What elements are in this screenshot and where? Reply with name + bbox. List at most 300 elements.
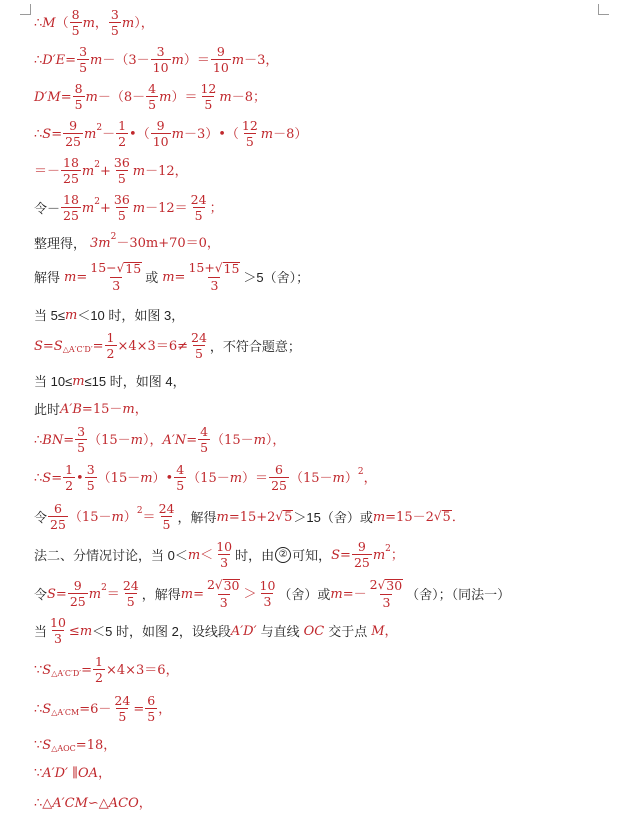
fraction xyxy=(157,500,177,532)
math-text: 10 xyxy=(212,60,229,75)
line-14 xyxy=(34,501,613,533)
fraction xyxy=(186,262,242,292)
math-text: 交于点 xyxy=(328,623,368,639)
math-text: ＞ xyxy=(243,586,257,602)
line-17 xyxy=(34,615,613,647)
math-text: =18， xyxy=(75,737,117,753)
math-text: 4 xyxy=(200,423,209,439)
line-16 xyxy=(34,577,613,611)
math-text: 5 xyxy=(117,171,126,186)
math-text: 2 xyxy=(101,582,107,593)
math-text: 5 xyxy=(194,208,203,223)
fraction xyxy=(68,577,88,609)
math-text: D′M xyxy=(34,89,61,105)
math-text: ＝ xyxy=(106,586,120,602)
fraction xyxy=(258,577,278,609)
math-text: （舍）；（同法一） xyxy=(406,586,511,602)
math-text: S xyxy=(47,586,56,602)
line-21 xyxy=(34,762,613,784)
math-text: 3 xyxy=(263,594,272,609)
math-text: = xyxy=(55,586,67,602)
math-text: = xyxy=(186,432,198,448)
math-text: 2 xyxy=(136,505,143,516)
math-text: 5 xyxy=(147,709,156,724)
fraction xyxy=(189,191,209,223)
math-text: ＞5（舍）； xyxy=(243,269,310,285)
math-text: 5 xyxy=(245,134,254,149)
math-text: 15 xyxy=(223,261,240,276)
math-text: 令－ xyxy=(34,200,61,216)
fraction xyxy=(61,191,81,223)
line-2 xyxy=(34,82,613,112)
math-text: －8） xyxy=(273,126,308,142)
math-text: =6－ xyxy=(79,701,112,717)
math-text: ） xyxy=(123,509,137,525)
math-text: 18 xyxy=(63,191,79,207)
math-text: 5 xyxy=(117,208,126,223)
math-text: ∵ xyxy=(34,662,43,678)
math-text: △A′C′D′ xyxy=(51,669,82,678)
fraction xyxy=(368,579,406,609)
math-text: 5 xyxy=(148,97,157,112)
math-text: 5 xyxy=(71,23,80,38)
math-text: 1 xyxy=(106,329,115,345)
math-text: 5 xyxy=(77,440,86,455)
radical: √ 5 xyxy=(433,509,451,525)
math-text: 2 xyxy=(94,196,100,207)
math-text: 2 xyxy=(96,122,103,133)
fraction xyxy=(63,461,75,493)
line-10 xyxy=(34,370,613,392)
math-text: 或 xyxy=(145,269,159,285)
math-text: 令 xyxy=(34,586,48,602)
math-text: 36 xyxy=(113,154,130,170)
math-text: 5 xyxy=(74,97,83,112)
radical: √ 30 xyxy=(214,578,240,593)
math-text: 24 xyxy=(158,500,175,516)
math-text: S xyxy=(34,338,43,354)
math-text: A′B xyxy=(60,401,82,417)
math-text: 4 xyxy=(176,461,185,477)
fraction xyxy=(93,653,105,685)
fraction xyxy=(151,117,171,149)
math-text: m xyxy=(81,163,95,179)
math-text: m xyxy=(219,89,232,105)
math-text: m xyxy=(72,373,85,389)
math-text: = xyxy=(63,432,75,448)
corner-mark-left xyxy=(20,4,31,15)
math-text: 整理得， xyxy=(34,235,87,251)
math-text: 3 xyxy=(110,6,119,22)
math-text: 10 xyxy=(152,60,169,75)
math-text: 24 xyxy=(190,191,207,207)
math-text: 3 xyxy=(77,423,86,439)
math-text: =15－ xyxy=(81,401,123,417)
math-text: m xyxy=(132,200,146,216)
math-text: 4 xyxy=(148,80,157,96)
math-text: A′N xyxy=(162,432,187,448)
math-text: 9 xyxy=(73,577,82,593)
math-text: （15－ xyxy=(68,509,112,525)
math-text: + xyxy=(99,200,111,216)
math-text: ， xyxy=(138,795,152,811)
math-text: －12＝ xyxy=(145,200,188,216)
math-text: = xyxy=(133,701,145,717)
fraction xyxy=(198,423,210,455)
math-text: 可知， xyxy=(292,547,332,563)
fraction xyxy=(112,154,132,186)
math-text: 10 xyxy=(259,577,276,593)
math-text: 25 xyxy=(63,171,79,186)
math-text: 5 xyxy=(194,346,203,361)
line-22 xyxy=(34,792,613,814)
line-1 xyxy=(34,45,613,75)
math-text: ×4×3＝6≠ xyxy=(117,338,188,354)
math-text: ）， xyxy=(265,432,286,448)
math-text: =S xyxy=(42,338,63,354)
math-text: 12 xyxy=(241,117,258,133)
math-text: 3 xyxy=(210,277,219,293)
math-text: 25 xyxy=(65,134,81,149)
fraction xyxy=(73,80,85,112)
line-6 xyxy=(34,232,613,254)
line-4 xyxy=(34,156,613,186)
math-text: = xyxy=(51,126,63,142)
math-text: － xyxy=(102,126,116,142)
math-text: 3 xyxy=(382,594,391,610)
math-text: ∥ xyxy=(72,765,79,781)
math-text: =－ xyxy=(342,586,367,602)
math-text: m xyxy=(84,126,97,142)
math-text: m xyxy=(180,586,194,602)
math-text: 5 xyxy=(200,440,209,455)
fraction xyxy=(151,43,171,75)
math-text: ＜5 时，如图 2，设线段 xyxy=(92,623,231,639)
math-text: 3 xyxy=(79,43,88,59)
fraction xyxy=(145,692,157,724)
math-text: m xyxy=(260,126,274,142)
math-text: ，解得 xyxy=(177,509,217,525)
math-text: •（ xyxy=(129,126,150,142)
math-text: ∴ xyxy=(34,52,43,68)
math-text: 3m xyxy=(90,235,111,251)
circled-number: ② xyxy=(275,547,291,563)
math-text: 15− xyxy=(90,260,117,275)
math-text: ， xyxy=(363,470,377,486)
math-text: ， xyxy=(158,701,172,717)
fraction xyxy=(63,117,83,149)
math-text: S xyxy=(42,126,52,142)
math-text: 36 xyxy=(113,191,130,207)
math-text: m xyxy=(111,509,124,525)
math-text: 24 xyxy=(114,692,131,708)
radical: √ 15 xyxy=(214,261,240,276)
math-text: OC xyxy=(303,623,325,639)
line-13 xyxy=(34,462,613,494)
fraction xyxy=(121,577,141,609)
math-text: 5 xyxy=(110,23,119,38)
math-text: 25 xyxy=(69,594,86,609)
math-text: m xyxy=(332,470,345,486)
math-text: 5 xyxy=(126,594,135,609)
math-text: ） xyxy=(344,470,358,486)
math-text: 5 xyxy=(118,709,127,724)
math-text: BN xyxy=(42,432,64,448)
math-text: 9 xyxy=(216,43,225,59)
fraction xyxy=(189,329,209,361)
math-text: ∴ xyxy=(34,470,43,486)
math-text: ）＝ xyxy=(242,470,269,486)
math-text: ，不符合题意； xyxy=(209,338,301,354)
math-text: ）， xyxy=(134,15,154,31)
math-text: ∽△ xyxy=(87,795,109,811)
math-text: 2 xyxy=(357,466,364,477)
math-text: 10 xyxy=(50,614,66,630)
math-text: ≤15 时，如图 4， xyxy=(84,373,186,389)
line-3 xyxy=(34,119,613,149)
math-text: m xyxy=(253,432,266,448)
math-text: D′E xyxy=(42,52,66,68)
math-text: m xyxy=(216,509,229,525)
math-text: m xyxy=(82,15,95,31)
math-text: 当 5≤ xyxy=(34,307,65,323)
math-text: 与直线 xyxy=(260,623,300,639)
math-text: 法二、分情况讨论，当 0＜ xyxy=(34,547,188,563)
math-text: 5 xyxy=(79,60,88,75)
math-text: （15－ xyxy=(211,432,254,448)
math-text: 6 xyxy=(53,500,62,516)
math-text: m xyxy=(90,52,103,68)
line-5 xyxy=(34,193,613,223)
math-text: 8 xyxy=(71,6,80,22)
math-text: 6 xyxy=(147,692,156,708)
fraction xyxy=(116,117,128,149)
math-text: 3 xyxy=(156,43,165,59)
math-text: －3）•（ xyxy=(183,126,239,142)
math-text: ＜ xyxy=(200,547,214,563)
fraction xyxy=(174,461,186,493)
math-text: m xyxy=(85,89,98,105)
math-text: 9 xyxy=(357,538,366,554)
math-text: （15－ xyxy=(289,470,333,486)
math-text: ∴ xyxy=(34,15,43,31)
math-text: m xyxy=(171,52,184,68)
math-text: S xyxy=(42,470,52,486)
fraction xyxy=(352,538,372,570)
math-text: = xyxy=(174,269,186,285)
fraction xyxy=(61,154,81,186)
math-text: 30 xyxy=(386,578,403,593)
math-text: 24 xyxy=(191,329,207,345)
math-text: ）， xyxy=(142,432,163,448)
math-text: ． xyxy=(451,509,465,525)
math-text: ＜10 时，如图 3， xyxy=(77,307,185,323)
math-text: m xyxy=(372,547,386,563)
math-text: 25 xyxy=(50,517,66,532)
math-text: ，解得 xyxy=(141,586,181,602)
math-text: A′D′ xyxy=(230,623,257,639)
fraction xyxy=(70,6,82,38)
fraction xyxy=(112,692,132,724)
math-text: A′D′ xyxy=(42,765,68,781)
math-text: －8； xyxy=(231,89,266,105)
math-text: m xyxy=(171,126,184,142)
math-text: ＞15（舍）或 xyxy=(293,509,373,525)
fraction xyxy=(48,500,68,532)
math-text: ； xyxy=(209,200,223,216)
math-text: 12 xyxy=(200,80,217,96)
math-text: 9 xyxy=(156,117,165,133)
math-text: ， xyxy=(134,401,148,417)
fraction xyxy=(112,191,132,223)
math-text: 3 xyxy=(53,631,62,646)
math-text: ∴ xyxy=(34,701,43,717)
math-text: 5 xyxy=(176,478,185,493)
math-text: =15+2 xyxy=(228,509,276,525)
line-15 xyxy=(34,539,613,571)
math-text: A′CM xyxy=(52,795,88,811)
fraction xyxy=(211,43,231,75)
radical: √ 15 xyxy=(116,261,142,276)
line-20 xyxy=(34,734,613,756)
math-text: S xyxy=(42,701,52,717)
line-9 xyxy=(34,330,613,362)
fraction xyxy=(48,614,68,646)
math-text: 8 xyxy=(74,80,83,96)
math-text: 3 xyxy=(86,461,95,477)
math-text: ）＝ xyxy=(183,52,210,68)
math-text: ACO xyxy=(108,795,139,811)
math-text: • xyxy=(76,470,84,486)
math-text: 1 xyxy=(95,653,103,669)
math-text: = xyxy=(92,338,104,354)
math-text: （舍）或 xyxy=(278,586,331,602)
math-text: ， xyxy=(384,623,398,639)
math-text: m xyxy=(140,470,153,486)
fraction xyxy=(77,43,89,75)
math-text: m xyxy=(122,401,135,417)
math-text: （ xyxy=(55,15,69,31)
math-text: （15－ xyxy=(97,470,141,486)
radical: √ 5 xyxy=(275,509,293,525)
math-text: △A′CM xyxy=(51,708,80,717)
math-text: 5 xyxy=(86,478,95,493)
math-text: 5 xyxy=(442,510,451,525)
math-text: ∴ xyxy=(34,432,43,448)
math-text: = xyxy=(65,52,77,68)
math-text: 10 xyxy=(152,134,169,149)
math-text: m xyxy=(372,509,386,525)
math-text: 5 xyxy=(162,517,171,532)
math-text: 10 xyxy=(216,538,233,554)
math-text: 18 xyxy=(63,154,79,170)
radical: √ 30 xyxy=(377,578,403,593)
math-text: m xyxy=(130,432,143,448)
math-text: m xyxy=(88,586,102,602)
fraction xyxy=(269,461,289,493)
fraction xyxy=(75,423,87,455)
fraction xyxy=(85,461,97,493)
math-text: 24 xyxy=(122,577,139,593)
math-text: 25 xyxy=(63,208,79,223)
math-text: 6 xyxy=(275,461,283,477)
line-7 xyxy=(34,260,613,294)
fraction xyxy=(88,262,144,292)
math-text: ， xyxy=(98,765,112,781)
math-text: －（3－ xyxy=(102,52,150,68)
math-text: 2 xyxy=(110,231,117,242)
math-text: （15－ xyxy=(88,432,131,448)
math-text: m xyxy=(81,200,95,216)
math-text: 时，由 xyxy=(235,547,275,563)
math-text: S xyxy=(42,662,52,678)
math-text: 2 xyxy=(65,478,74,493)
math-text: ＝ xyxy=(142,509,156,525)
math-text: 30 xyxy=(223,578,240,593)
math-text: OA xyxy=(78,765,99,781)
math-text: ×4×3＝6， xyxy=(105,662,179,678)
math-text: M xyxy=(42,15,56,31)
math-text: ＝－ xyxy=(34,163,61,179)
math-text: （15－ xyxy=(187,470,230,486)
math-text: 此时 xyxy=(34,401,61,417)
fraction xyxy=(214,538,234,570)
math-text: m xyxy=(231,52,245,68)
math-text: 2 xyxy=(95,670,103,685)
math-text: 3 xyxy=(112,277,121,293)
math-text: 当 xyxy=(34,623,48,639)
math-text: ∴△ xyxy=(34,795,53,811)
math-text: －12， xyxy=(145,163,188,179)
fraction xyxy=(146,80,158,112)
math-text: △A′C′D′ xyxy=(62,345,93,354)
math-text: 2 xyxy=(94,159,100,170)
line-18 xyxy=(34,654,613,686)
math-text: 2 xyxy=(106,346,115,361)
math-text: ∵ xyxy=(34,737,43,753)
math-text: m xyxy=(121,15,135,31)
math-text: = xyxy=(51,470,63,486)
math-text: S xyxy=(331,547,341,563)
fraction xyxy=(198,80,218,112)
math-text: ∵ xyxy=(34,765,43,781)
math-text: ）＝ xyxy=(171,89,198,105)
math-text: M xyxy=(371,623,385,639)
math-text: m xyxy=(64,269,77,285)
line-12 xyxy=(34,424,613,456)
math-text: 15+ xyxy=(188,260,215,275)
math-text: ， xyxy=(94,15,108,31)
line-11 xyxy=(34,398,613,420)
math-text: ）• xyxy=(152,470,174,486)
math-text: 15 xyxy=(125,261,142,276)
fraction xyxy=(205,579,243,609)
line-19 xyxy=(34,693,613,725)
math-text: + xyxy=(99,163,111,179)
math-text: 25 xyxy=(353,555,370,570)
fraction xyxy=(109,6,121,38)
math-text: 2 xyxy=(385,543,391,554)
math-text: 3 xyxy=(219,594,228,610)
math-text: －3， xyxy=(244,52,279,68)
math-text: 2 xyxy=(369,577,378,592)
math-text: =15－2 xyxy=(385,509,434,525)
math-text: ≤ xyxy=(68,623,80,639)
math-text: 令 xyxy=(34,509,48,525)
line-0 xyxy=(34,8,613,38)
math-text: －（8－ xyxy=(97,89,146,105)
math-text: 1 xyxy=(118,117,127,133)
